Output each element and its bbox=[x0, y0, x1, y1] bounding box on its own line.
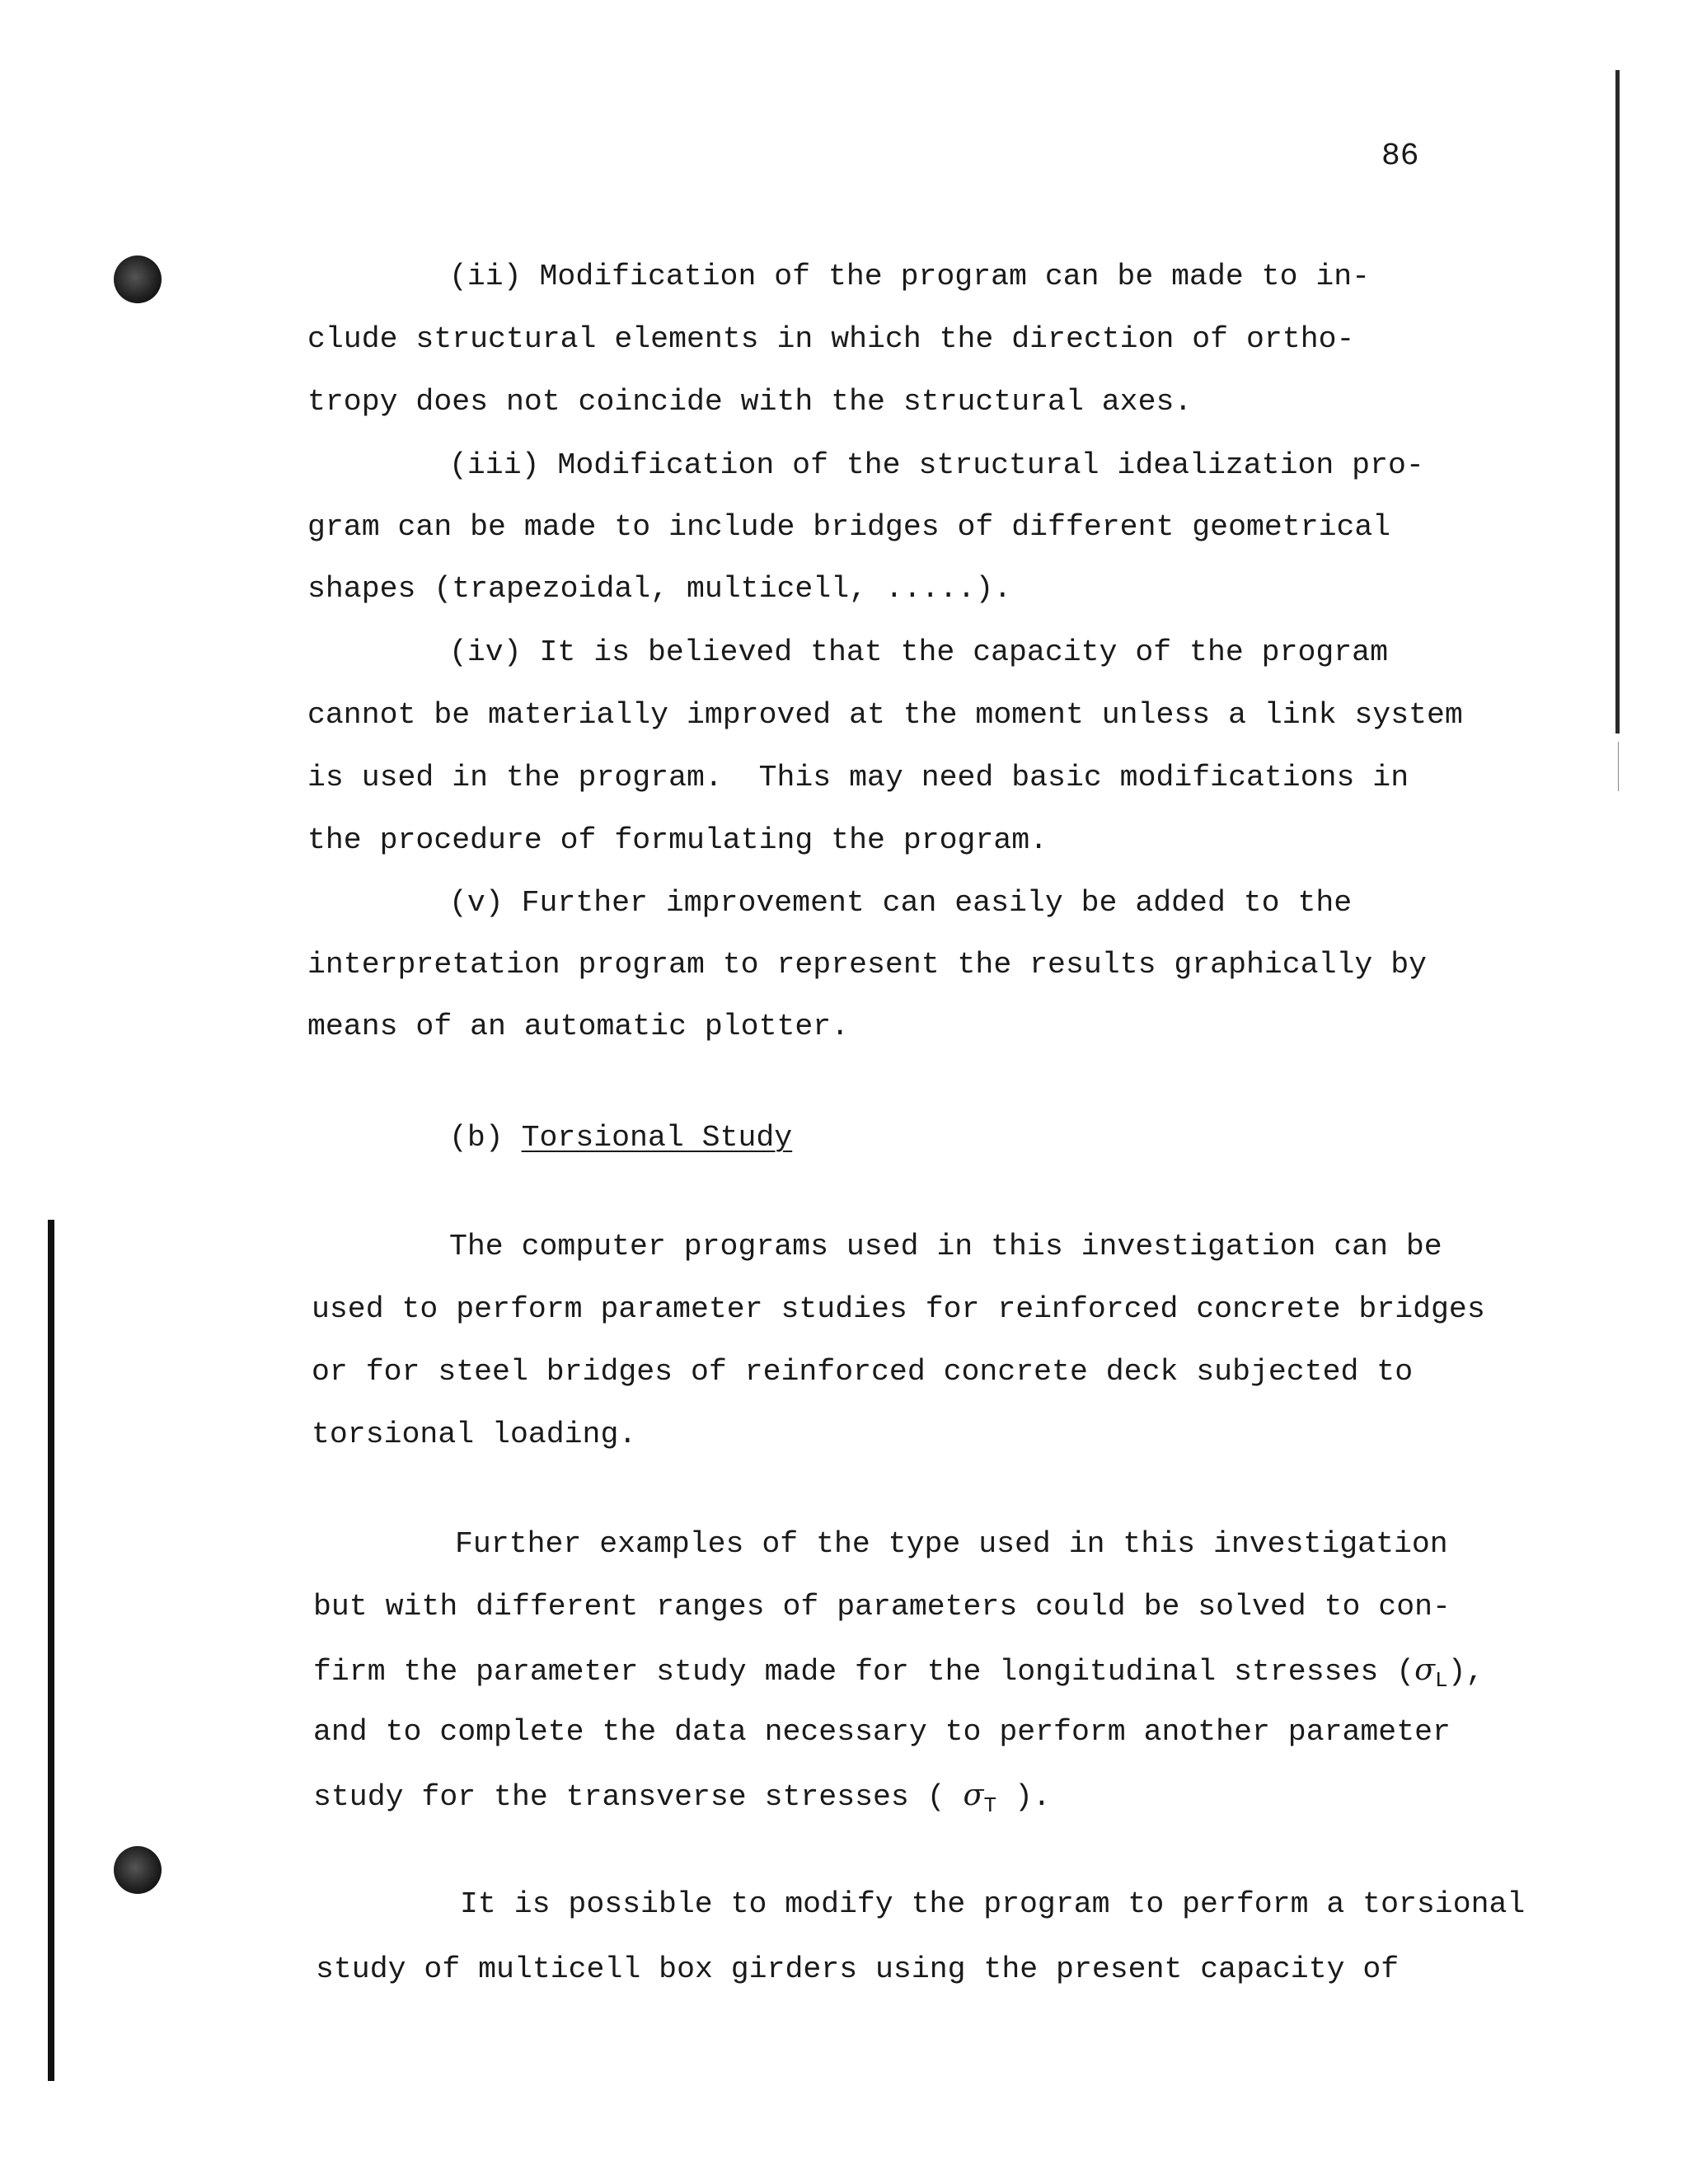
text-line: gram can be made to include bridges of different geometrical bbox=[307, 510, 1391, 544]
text-line: used to perform parameter studies for reinforced concrete bridges bbox=[312, 1292, 1485, 1326]
text-line: study of multicell box girders using the present capacity of bbox=[316, 1952, 1400, 1986]
text-run: ), bbox=[1447, 1655, 1484, 1689]
text-line: means of an automatic plotter. bbox=[307, 1010, 850, 1043]
text-line bbox=[313, 1652, 1484, 1693]
punch-hole-icon bbox=[114, 255, 162, 303]
text-line: or for steel bridges of reinforced concrete deck subjected to bbox=[312, 1355, 1414, 1389]
subscript: L bbox=[1435, 1668, 1448, 1693]
section-heading-title: Torsional Study bbox=[521, 1121, 793, 1155]
text-line: is used in the program. This may need basic modifications in bbox=[307, 761, 1409, 794]
text-line: the procedure of formulating the program. bbox=[307, 823, 1048, 857]
text-line: cannot be materially improved at the moment unless a link system bbox=[307, 698, 1463, 732]
text-run: study for the transverse stresses ( bbox=[313, 1780, 964, 1814]
text-line: (v) Further improvement can easily be added to the bbox=[449, 886, 1353, 920]
text-line: (ii) Modification of the program can be made to in- bbox=[449, 260, 1371, 293]
right-margin-rule bbox=[1615, 70, 1620, 733]
left-margin-rule bbox=[48, 1220, 54, 2081]
text-line: Further examples of the type used in this investigation bbox=[455, 1527, 1448, 1561]
text-run: ). bbox=[996, 1780, 1051, 1814]
text-line: interpretation program to represent the results graphically by bbox=[307, 948, 1428, 982]
page-number: 86 bbox=[1381, 138, 1419, 174]
punch-hole-icon bbox=[114, 1846, 162, 1894]
text-line: (iv) It is believed that the capacity of the program bbox=[449, 635, 1388, 669]
text-run: firm the parameter study made for the longitudinal stresses ( bbox=[313, 1655, 1415, 1689]
text-line: clude structural elements in which the direction of ortho- bbox=[307, 322, 1355, 356]
text-line: but with different ranges of parameters could be solved to con- bbox=[313, 1590, 1451, 1624]
text-line: (iii) Modification of the structural idealization pro- bbox=[449, 448, 1424, 482]
subscript: T bbox=[983, 1793, 997, 1818]
sigma-symbol: σ bbox=[1414, 1652, 1436, 1687]
text-line: tropy does not coincide with the structural axes. bbox=[307, 385, 1193, 419]
text-line: torsional loading. bbox=[312, 1418, 637, 1451]
right-margin-rule-thin bbox=[1618, 742, 1619, 791]
section-heading-prefix: (b) bbox=[449, 1121, 522, 1155]
sigma-symbol: σ bbox=[963, 1777, 984, 1812]
text-line: It is possible to modify the program to perform a torsional bbox=[460, 1887, 1526, 1921]
text-line: and to complete the data necessary to perform another parameter bbox=[313, 1715, 1451, 1749]
text-line: The computer programs used in this investigation can be bbox=[449, 1230, 1442, 1263]
text-line: shapes (trapezoidal, multicell, .....). bbox=[307, 572, 1012, 606]
text-line bbox=[313, 1777, 1051, 1818]
section-heading bbox=[449, 1123, 792, 1154]
